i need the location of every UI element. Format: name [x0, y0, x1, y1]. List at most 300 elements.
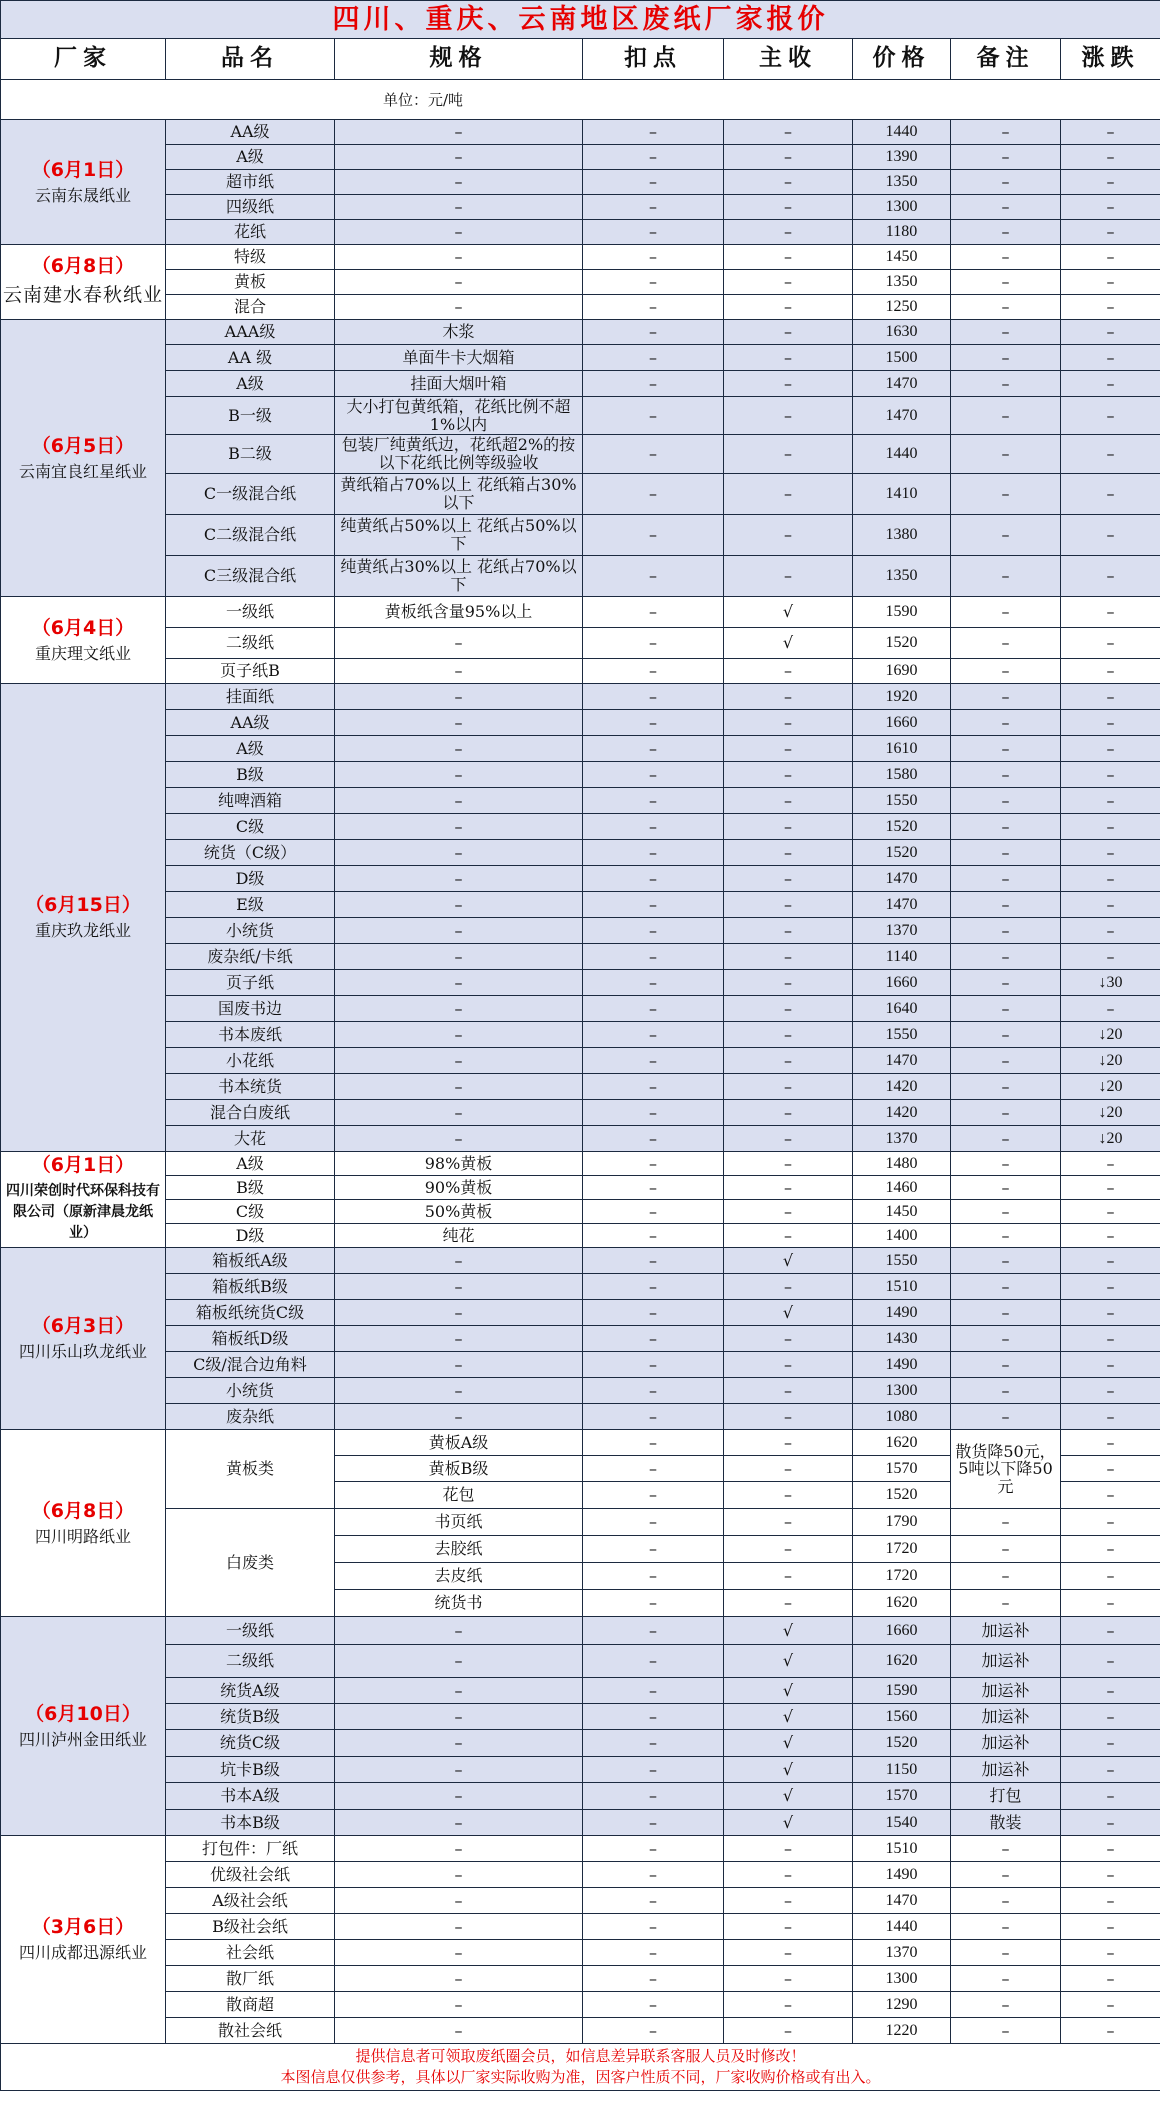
remark-cell: – — [951, 1126, 1061, 1152]
table-row — [1, 918, 1160, 944]
product-name: 废杂纸 — [166, 1404, 335, 1430]
price-cell: 1480 — [853, 1152, 951, 1176]
spec-cell: – — [335, 1966, 583, 1992]
change-cell: – — [1061, 1757, 1160, 1783]
price-cell: 1300 — [853, 195, 951, 220]
deduction-cell: – — [583, 628, 724, 659]
remark-cell: – — [951, 996, 1061, 1022]
spec-cell: – — [335, 996, 583, 1022]
main-cell: – — [724, 1536, 853, 1563]
product-name: B级 — [166, 762, 335, 788]
remark-cell: 加运补 — [951, 1730, 1061, 1757]
spec-cell: – — [335, 295, 583, 320]
deduction-cell: – — [583, 1456, 724, 1482]
change-cell: – — [1061, 220, 1160, 245]
change-cell: – — [1061, 1176, 1160, 1200]
remark-cell: – — [951, 1509, 1061, 1536]
main-cell: – — [724, 1940, 853, 1966]
price-cell: 1550 — [853, 1022, 951, 1048]
change-cell: – — [1061, 1730, 1160, 1757]
table-row — [1, 371, 1160, 397]
main-cell: – — [724, 918, 853, 944]
deduction-cell: – — [583, 1862, 724, 1888]
product-name: 花纸 — [166, 220, 335, 245]
product-name: D级 — [166, 1224, 335, 1248]
spec-cell: – — [335, 1404, 583, 1430]
factory-name: 四川泸州金田纸业 — [18, 1729, 147, 1749]
spec-cell: – — [335, 245, 583, 270]
table-row — [1, 1509, 1160, 1536]
table-row — [1, 1617, 1160, 1645]
unit-label: 单位：元/吨 — [383, 90, 464, 109]
header-row — [1, 39, 1160, 80]
price-cell: 1630 — [853, 320, 951, 345]
spec-cell: 纯黄纸占50%以上 花纸占50%以下 — [335, 515, 583, 556]
table-row — [1, 1022, 1160, 1048]
price-cell: 1300 — [853, 1966, 951, 1992]
remark-cell: – — [951, 145, 1061, 170]
table-row — [1, 1914, 1160, 1940]
table-row — [1, 1704, 1160, 1730]
factory-name: 重庆玖龙纸业 — [34, 921, 131, 941]
deduction-cell: – — [583, 1509, 724, 1536]
deduction-cell: – — [583, 1126, 724, 1152]
remark-cell: – — [951, 1100, 1061, 1126]
table-row — [1, 628, 1160, 659]
factory-cell — [1, 320, 166, 597]
deduction-cell: – — [583, 944, 724, 970]
deduction-cell: – — [583, 1810, 724, 1836]
price-cell: 1570 — [853, 1456, 951, 1482]
spec-cell: – — [335, 1645, 583, 1678]
main-cell: – — [724, 1836, 853, 1862]
change-cell: – — [1061, 245, 1160, 270]
table-row — [1, 1378, 1160, 1404]
deduction-cell: – — [583, 1836, 724, 1862]
remark-cell: – — [951, 1914, 1061, 1940]
price-cell: 1580 — [853, 762, 951, 788]
factory-name: 四川成都迅源纸业 — [18, 1943, 147, 1963]
change-cell: – — [1061, 892, 1160, 918]
remark-cell: – — [951, 710, 1061, 736]
factory-date: （6月8日） — [31, 1499, 135, 1522]
product-name: 散社会纸 — [166, 2018, 335, 2044]
factory-date: （3月6日） — [31, 1916, 135, 1939]
price-cell: 1080 — [853, 1404, 951, 1430]
main-cell: – — [724, 220, 853, 245]
remark-cell: – — [951, 970, 1061, 996]
change-cell: – — [1061, 170, 1160, 195]
remark-cell: – — [951, 1992, 1061, 2018]
spec-cell: – — [335, 1810, 583, 1836]
product-name: 统货（C级） — [166, 840, 335, 866]
spec-cell: – — [335, 2018, 583, 2044]
remark-cell: – — [951, 788, 1061, 814]
product-name: 打包件：厂纸 — [166, 1836, 335, 1862]
header-product: 品名 — [166, 39, 335, 80]
change-cell: – — [1061, 1888, 1160, 1914]
change-cell: – — [1061, 1248, 1160, 1274]
product-name: B级 — [166, 1176, 335, 1200]
product-name: A级 — [166, 371, 335, 397]
spec-cell: – — [335, 270, 583, 295]
main-cell: – — [724, 1590, 853, 1617]
deduction-cell: – — [583, 710, 724, 736]
spec-cell: – — [335, 1126, 583, 1152]
spec-cell: – — [335, 1074, 583, 1100]
spec-cell: – — [335, 628, 583, 659]
spec-cell: – — [335, 762, 583, 788]
spec-cell: 黄板A级 — [335, 1430, 583, 1456]
remark-cell: – — [951, 1590, 1061, 1617]
spec-cell: – — [335, 736, 583, 762]
remark-cell: – — [951, 1352, 1061, 1378]
product-group-yellowboard: 黄板类 — [166, 1430, 335, 1509]
remark-cell: 加运补 — [951, 1678, 1061, 1704]
change-cell: – — [1061, 1152, 1160, 1176]
product-name: 特级 — [166, 245, 335, 270]
main-cell: – — [724, 892, 853, 918]
change-cell: – — [1061, 1704, 1160, 1730]
deduction-cell: – — [583, 1224, 724, 1248]
remark-cell: – — [951, 1176, 1061, 1200]
product-name: 坑卡B级 — [166, 1757, 335, 1783]
factory-date: （6月1日） — [31, 158, 135, 181]
factory-date: （6月3日） — [31, 1315, 135, 1338]
table-row — [1, 435, 1160, 474]
remark-cell: – — [951, 918, 1061, 944]
price-cell: 1660 — [853, 710, 951, 736]
change-cell: – — [1061, 944, 1160, 970]
table-row — [1, 1274, 1160, 1300]
product-name: 书本统货 — [166, 1074, 335, 1100]
spec-cell: – — [335, 1862, 583, 1888]
main-cell: – — [724, 788, 853, 814]
product-name: A级 — [166, 1152, 335, 1176]
deduction-cell: – — [583, 397, 724, 435]
remark-cell: – — [951, 659, 1061, 684]
factory-name: 四川荣创时代环保科技有限公司（原新津晨龙纸业） — [6, 1183, 160, 1242]
deduction-cell: – — [583, 1992, 724, 2018]
product-name: 大花 — [166, 1126, 335, 1152]
spec-cell: 书页纸 — [335, 1509, 583, 1536]
deduction-cell: – — [583, 1966, 724, 1992]
main-cell: – — [724, 1430, 853, 1456]
factory-cell — [1, 245, 166, 320]
remark-cell: – — [951, 1836, 1061, 1862]
price-cell: 1470 — [853, 1048, 951, 1074]
main-cell: – — [724, 397, 853, 435]
spec-cell: – — [335, 944, 583, 970]
product-name: C一级混合纸 — [166, 474, 335, 515]
change-cell: – — [1061, 1482, 1160, 1509]
spec-cell: – — [335, 970, 583, 996]
main-cell: – — [724, 474, 853, 515]
deduction-cell: – — [583, 788, 724, 814]
price-cell: 1380 — [853, 515, 951, 556]
deduction-cell: – — [583, 474, 724, 515]
spec-cell: – — [335, 1274, 583, 1300]
remark-cell: – — [951, 397, 1061, 435]
product-name: 页子纸B — [166, 659, 335, 684]
deduction-cell: – — [583, 435, 724, 474]
spec-cell: – — [335, 1617, 583, 1645]
main-cell: – — [724, 1456, 853, 1482]
price-cell: 1720 — [853, 1563, 951, 1590]
header-remark: 备注 — [951, 39, 1061, 80]
table-row — [1, 762, 1160, 788]
deduction-cell: – — [583, 1704, 724, 1730]
product-name: AA级 — [166, 710, 335, 736]
price-cell: 1290 — [853, 1992, 951, 2018]
deduction-cell: – — [583, 1404, 724, 1430]
main-cell: – — [724, 684, 853, 710]
product-name: 二级纸 — [166, 628, 335, 659]
deduction-cell: – — [583, 970, 724, 996]
table-row — [1, 996, 1160, 1022]
product-name: 页子纸 — [166, 970, 335, 996]
main-cell: √ — [724, 1810, 853, 1836]
main-cell: √ — [724, 1704, 853, 1730]
deduction-cell: – — [583, 1757, 724, 1783]
spec-cell: – — [335, 145, 583, 170]
remark-cell: – — [951, 1404, 1061, 1430]
main-cell: √ — [724, 597, 853, 628]
remark-cell: – — [951, 1563, 1061, 1590]
table-row — [1, 515, 1160, 556]
remark-cell: – — [951, 556, 1061, 597]
price-cell: 1490 — [853, 1352, 951, 1378]
unit-row — [1, 80, 1160, 120]
price-cell: 1520 — [853, 1730, 951, 1757]
price-cell: 1590 — [853, 597, 951, 628]
change-cell: – — [1061, 515, 1160, 556]
table-row — [1, 1757, 1160, 1783]
main-cell: – — [724, 996, 853, 1022]
remark-cell: – — [951, 515, 1061, 556]
main-cell: √ — [724, 1730, 853, 1757]
table-row — [1, 892, 1160, 918]
deduction-cell: – — [583, 556, 724, 597]
main-cell: – — [724, 1378, 853, 1404]
deduction-cell: – — [583, 320, 724, 345]
deduction-cell: – — [583, 1914, 724, 1940]
price-cell: 1690 — [853, 659, 951, 684]
price-cell: 1500 — [853, 345, 951, 371]
factory-cell — [1, 1430, 166, 1617]
table-row — [1, 1048, 1160, 1074]
table-row — [1, 1152, 1160, 1176]
product-name: AA级 — [166, 120, 335, 145]
main-cell: – — [724, 145, 853, 170]
deduction-cell: – — [583, 170, 724, 195]
change-cell: – — [1061, 345, 1160, 371]
product-name: A级社会纸 — [166, 1888, 335, 1914]
change-cell: – — [1061, 1430, 1160, 1456]
main-cell: – — [724, 1074, 853, 1100]
table-row — [1, 736, 1160, 762]
product-name: 散厂纸 — [166, 1966, 335, 1992]
spec-cell: 黄板纸含量95%以上 — [335, 597, 583, 628]
spec-cell: 挂面大烟叶箱 — [335, 371, 583, 397]
change-cell: – — [1061, 659, 1160, 684]
product-name: 统货B级 — [166, 1704, 335, 1730]
product-name: C三级混合纸 — [166, 556, 335, 597]
change-cell: – — [1061, 1645, 1160, 1678]
price-cell: 1250 — [853, 295, 951, 320]
table-row — [1, 1645, 1160, 1678]
remark-cell: – — [951, 944, 1061, 970]
change-cell: – — [1061, 684, 1160, 710]
main-cell: – — [724, 345, 853, 371]
deduction-cell: – — [583, 1482, 724, 1509]
deduction-cell: – — [583, 866, 724, 892]
product-name: 混合白废纸 — [166, 1100, 335, 1126]
factory-cell — [1, 1617, 166, 1836]
deduction-cell: – — [583, 1326, 724, 1352]
remark-cell: – — [951, 1200, 1061, 1224]
factory-date: （6月8日） — [31, 254, 135, 277]
spec-cell: – — [335, 1326, 583, 1352]
remark-cell: 加运补 — [951, 1757, 1061, 1783]
table-row — [1, 1300, 1160, 1326]
change-cell: – — [1061, 1326, 1160, 1352]
table-row — [1, 710, 1160, 736]
remark-cell: – — [951, 597, 1061, 628]
factory-name: 重庆理文纸业 — [34, 643, 131, 663]
price-cell: 1540 — [853, 1810, 951, 1836]
main-cell: √ — [724, 1617, 853, 1645]
main-cell: – — [724, 195, 853, 220]
change-cell: – — [1061, 996, 1160, 1022]
change-cell: – — [1061, 1509, 1160, 1536]
spec-cell: – — [335, 1992, 583, 2018]
main-cell: – — [724, 245, 853, 270]
price-cell: 1300 — [853, 1378, 951, 1404]
product-name: 挂面纸 — [166, 684, 335, 710]
deduction-cell: – — [583, 245, 724, 270]
change-cell: – — [1061, 1456, 1160, 1482]
price-cell: 1470 — [853, 397, 951, 435]
remark-cell: – — [951, 1224, 1061, 1248]
table-row — [1, 245, 1160, 270]
spec-cell: – — [335, 1783, 583, 1810]
deduction-cell: – — [583, 195, 724, 220]
change-cell: ↓20 — [1061, 1022, 1160, 1048]
table-row — [1, 1966, 1160, 1992]
remark-cell: – — [951, 1940, 1061, 1966]
table-row — [1, 1836, 1160, 1862]
price-cell: 1370 — [853, 918, 951, 944]
main-cell: – — [724, 1224, 853, 1248]
spec-cell: 木浆 — [335, 320, 583, 345]
main-cell: – — [724, 170, 853, 195]
spec-cell: 去胶纸 — [335, 1536, 583, 1563]
spec-cell: – — [335, 195, 583, 220]
header-main: 主收 — [724, 39, 853, 80]
deduction-cell: – — [583, 1563, 724, 1590]
change-cell: – — [1061, 1862, 1160, 1888]
remark-cell: – — [951, 1274, 1061, 1300]
change-cell: – — [1061, 1590, 1160, 1617]
change-cell: – — [1061, 1810, 1160, 1836]
remark-cell: – — [951, 220, 1061, 245]
remark-cell: 加运补 — [951, 1645, 1061, 1678]
change-cell: – — [1061, 1300, 1160, 1326]
deduction-cell: – — [583, 736, 724, 762]
change-cell: – — [1061, 710, 1160, 736]
change-cell: – — [1061, 918, 1160, 944]
product-name: C级/混合边角料 — [166, 1352, 335, 1378]
main-cell: – — [724, 556, 853, 597]
table-row — [1, 170, 1160, 195]
spec-cell: – — [335, 710, 583, 736]
spec-cell: – — [335, 1678, 583, 1704]
spec-cell: 花包 — [335, 1482, 583, 1509]
factory-name: 四川乐山玖龙纸业 — [18, 1342, 147, 1362]
main-cell: – — [724, 295, 853, 320]
main-cell: √ — [724, 1678, 853, 1704]
spec-cell: 黄板B级 — [335, 1456, 583, 1482]
price-cell: 1440 — [853, 1914, 951, 1940]
spec-cell: 50%黄板 — [335, 1200, 583, 1224]
table-row — [1, 1200, 1160, 1224]
spec-cell: – — [335, 1730, 583, 1757]
price-cell: 1920 — [853, 684, 951, 710]
deduction-cell: – — [583, 1300, 724, 1326]
main-cell: – — [724, 1022, 853, 1048]
table-row — [1, 597, 1160, 628]
main-cell: – — [724, 1888, 853, 1914]
remark-cell: – — [951, 684, 1061, 710]
product-name: 混合 — [166, 295, 335, 320]
price-cell: 1420 — [853, 1074, 951, 1100]
deduction-cell: – — [583, 1678, 724, 1704]
deduction-cell: – — [583, 1590, 724, 1617]
remark-cell: – — [951, 1048, 1061, 1074]
remark-cell: – — [951, 1300, 1061, 1326]
spec-cell: – — [335, 170, 583, 195]
price-cell: 1440 — [853, 435, 951, 474]
main-cell: – — [724, 710, 853, 736]
change-cell: – — [1061, 762, 1160, 788]
main-cell: – — [724, 866, 853, 892]
main-cell: – — [724, 1200, 853, 1224]
change-cell: – — [1061, 1836, 1160, 1862]
main-cell: – — [724, 1862, 853, 1888]
spec-cell: 大小打包黄纸箱，花纸比例不超1%以内 — [335, 397, 583, 435]
remark-cell: – — [951, 1378, 1061, 1404]
price-cell: 1470 — [853, 371, 951, 397]
change-cell: – — [1061, 435, 1160, 474]
price-cell: 1390 — [853, 145, 951, 170]
price-cell: 1450 — [853, 245, 951, 270]
change-cell: – — [1061, 145, 1160, 170]
remark-cell: 打包 — [951, 1783, 1061, 1810]
main-cell: – — [724, 435, 853, 474]
table-row — [1, 474, 1160, 515]
spec-cell: – — [335, 918, 583, 944]
price-cell: 1790 — [853, 1509, 951, 1536]
table-row — [1, 684, 1160, 710]
table-row — [1, 2018, 1160, 2044]
deduction-cell: – — [583, 597, 724, 628]
deduction-cell: – — [583, 1378, 724, 1404]
factory-name: 四川明路纸业 — [34, 1526, 131, 1546]
table-row — [1, 1248, 1160, 1274]
factory-date: （6月10日） — [25, 1702, 141, 1725]
product-name: C级 — [166, 814, 335, 840]
